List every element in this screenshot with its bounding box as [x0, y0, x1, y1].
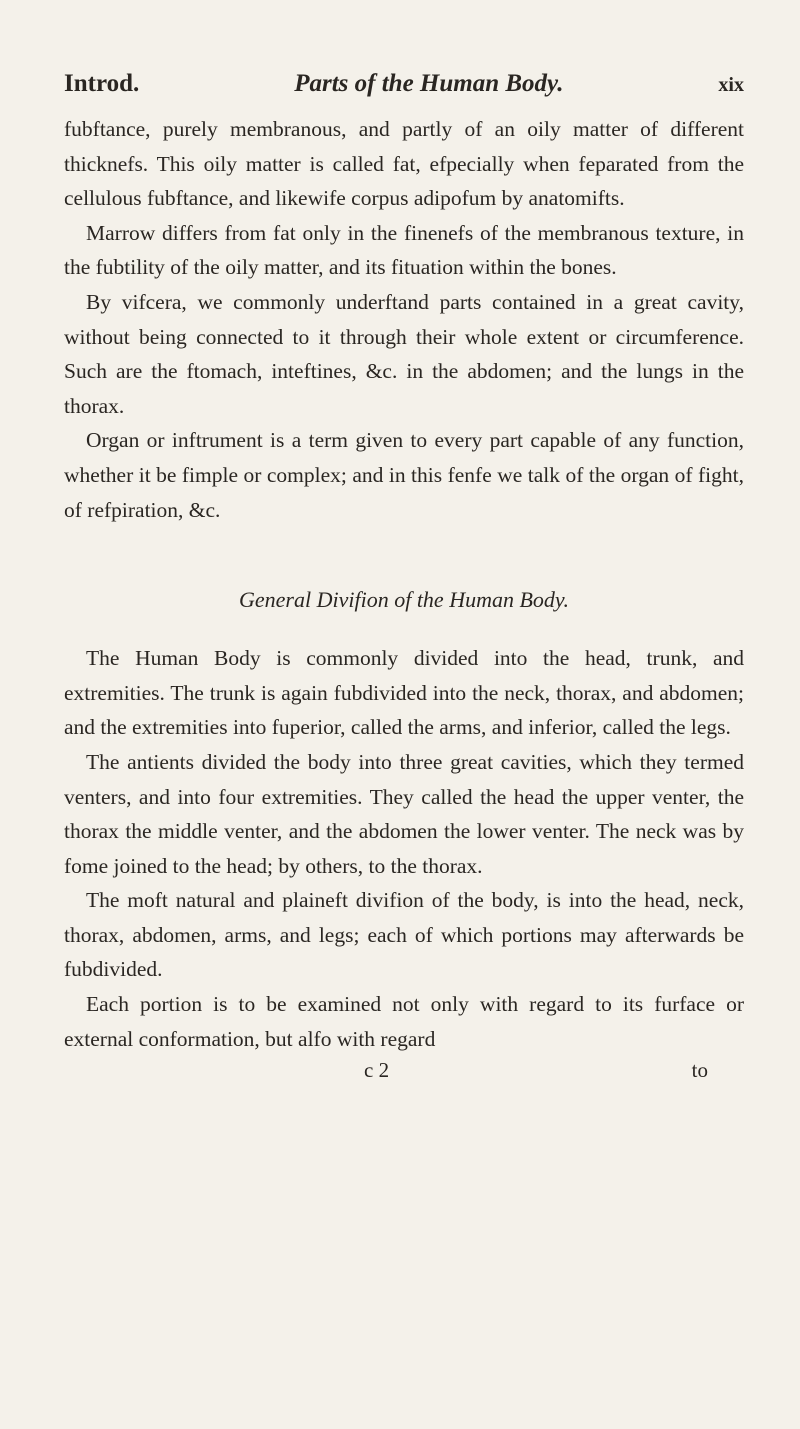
paragraph-organ: Organ or inftrument is a term given to every part capable of any function, whether it be fimple or complex; and in this fenfe we talk of the organ of fight, of refpiration, &c. — [64, 428, 744, 522]
paragraph-each-portion: Each portion is to be examined not only with regard to its furface or external conformation, but alfo with regard — [64, 992, 744, 1051]
paragraph-natural-division: The moft natural and plaineft divifion of the body, is into the head, neck, thorax, abdomen, arms, and legs; each of which portions may afterwards be fubdivided. — [64, 888, 744, 982]
section-heading: General Divifion of the Human Body. — [239, 587, 569, 613]
page-number: xix — [718, 74, 744, 96]
catchword: to — [691, 1058, 708, 1083]
page-header-title: Parts of the Human Body. — [294, 70, 564, 97]
paragraph-viscera: By vifcera, we commonly underftand parts contained in a great cavity, without being connected to it through their whole extent or circumference. Such are the ftomach, inteftines, &c. in the abdomen; and the lungs in the thorax. — [64, 289, 744, 418]
paragraph-marrow: Marrow differs from fat only in the finenefs of the membranous texture, in the fubtility of the oily matter, and its fituation within the bones. — [64, 220, 744, 280]
book-page — [64, 70, 744, 1083]
paragraph-antients: The antients divided the body into three great cavities, which they termed venters, and into four extremities. They called the head the upper venter, the thorax the middle venter, and the abdomen the lower venter. The neck was by fome joined to the head; by others, to the thorax. — [64, 749, 744, 878]
signature-mark: c 2 — [364, 1058, 390, 1083]
chapter-label: Introd. — [64, 70, 140, 97]
page-footer — [64, 1058, 744, 1083]
paragraph-fat: fubftance, purely membranous, and partly of an oily matter of different thicknefs. This oily matter is called fat, efpecially when feparated from the cellulous fubftance, and likewife corpus adipofum by anatomifts. — [64, 117, 744, 211]
running-head — [64, 70, 744, 98]
paragraph-human-body: The Human Body is commonly divided into the head, trunk, and extremities. The trunk is again fubdivided into the neck, thorax, and abdomen; and the extremities into fuperior, called the arms, and inferior, called the legs. — [64, 646, 744, 740]
